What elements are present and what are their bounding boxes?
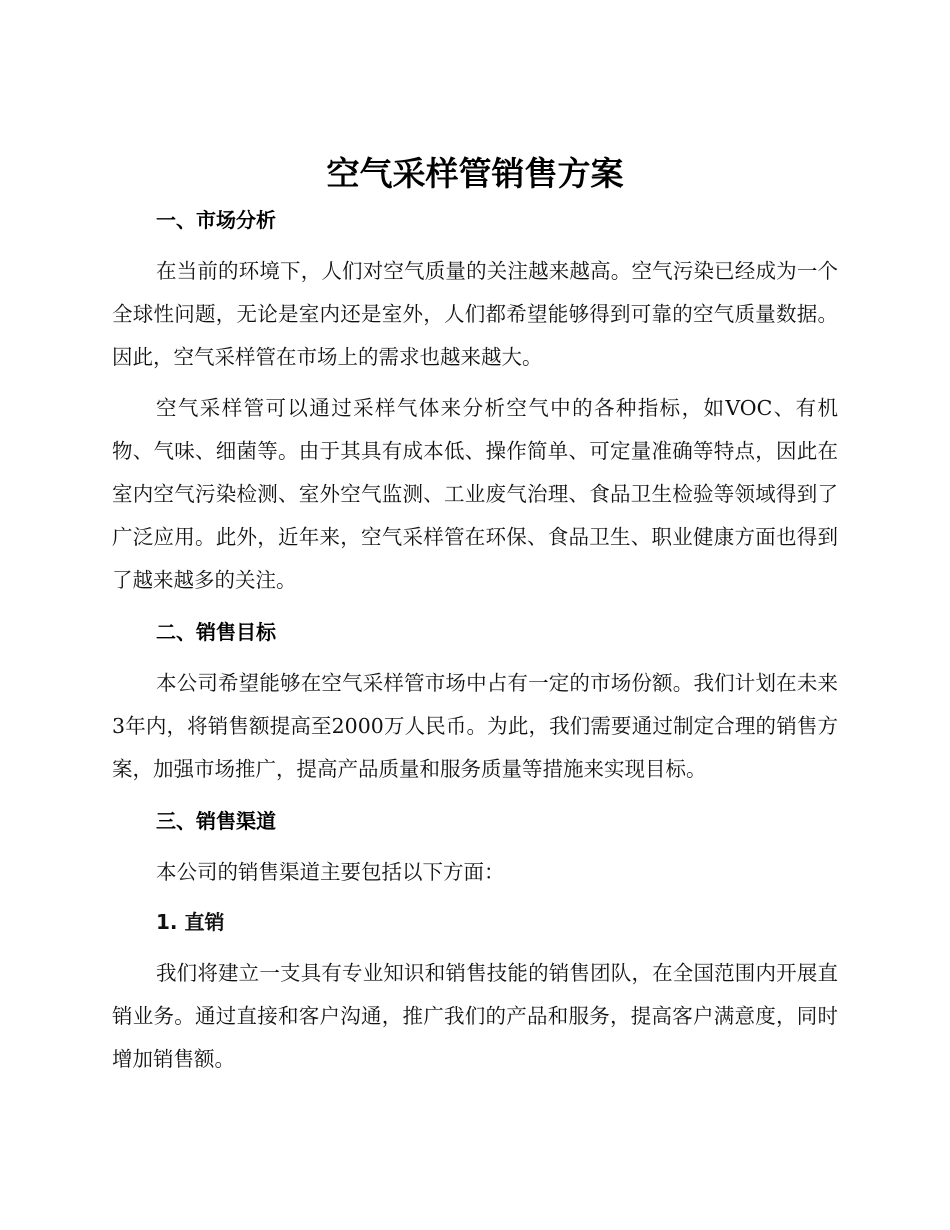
subsection-heading-direct: 1. 直销 <box>156 910 225 934</box>
section-heading-market: 一、市场分析 <box>156 208 276 232</box>
market-paragraph-2: 空气采样管可以通过采样气体来分析空气中的各种指标，如VOC、有机物、气味、细菌等。由于其具有成本低、操作简单、可定量准确等特点，因此在室内空气污染检测、室外空气监测、工业废气治理、食品卫生检验等领域得到了广泛应用。此外，近年来，空气采样管在环保、食品卫生、职业健康方面也得到了越来越多的关注。 <box>112 396 838 592</box>
section-heading-target: 二、销售目标 <box>156 620 276 644</box>
section-heading-channels: 三、销售渠道 <box>156 809 276 833</box>
direct-paragraph-1: 我们将建立一支具有专业知识和销售技能的销售团队，在全国范围内开展直销业务。通过直接和客户沟通，推广我们的产品和服务，提高客户满意度，同时增加销售额。 <box>112 961 838 1071</box>
document-body <box>112 200 838 1081</box>
market-paragraph-1: 在当前的环境下，人们对空气质量的关注越来越高。空气污染已经成为一个全球性问题，无论是室内还是室外，人们都希望能够得到可靠的空气质量数据。因此，空气采样管在市场上的需求也越来越大。 <box>112 259 838 369</box>
channels-intro: 本公司的销售渠道主要包括以下方面： <box>156 860 505 884</box>
target-paragraph-1: 本公司希望能够在空气采样管市场中占有一定的市场份额。我们计划在未来3年内，将销售额提高至2000万人民币。为此，我们需要通过制定合理的销售方案，加强市场推广，提高产品质量和服务质量等措施来实现目标。 <box>112 671 838 781</box>
document-title: 空气采样管销售方案 <box>326 154 624 193</box>
